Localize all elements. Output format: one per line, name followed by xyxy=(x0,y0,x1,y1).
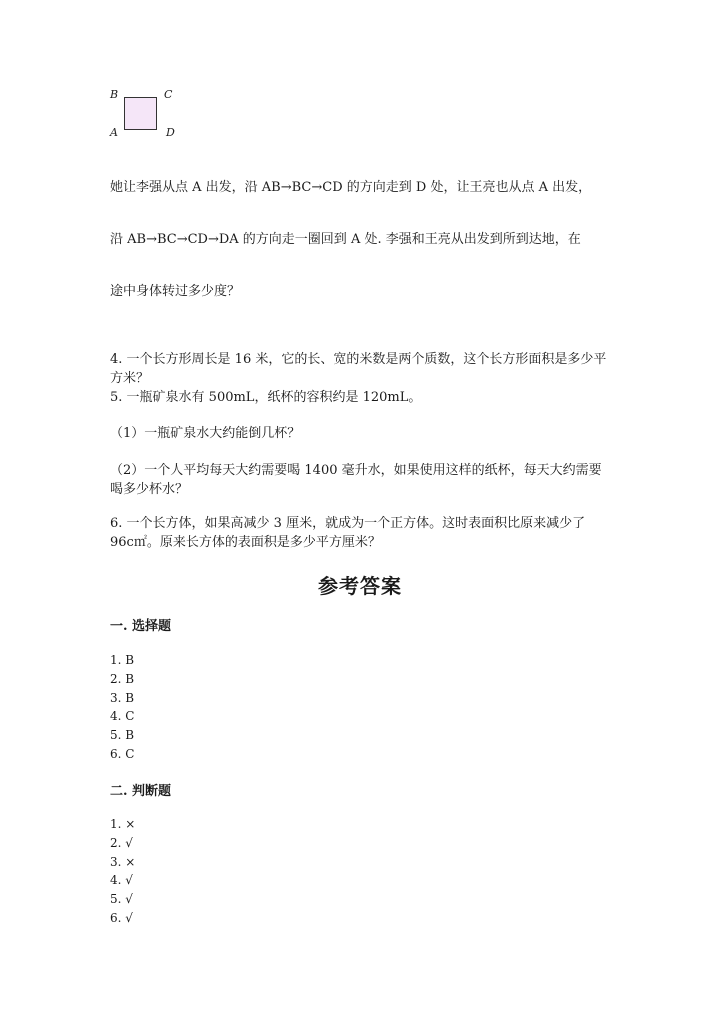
problem5-text: 5. 一瓶矿泉水有 500mL，纸杯的容积约是 120mL。 xyxy=(110,390,422,405)
list-item: 2. √ xyxy=(110,835,133,850)
problem4-text: 4. 一个长方形周长是 16 米，它的长、宽的米数是两个质数，这个长方形面积是多少平方米？ xyxy=(110,352,607,386)
list-item: 3. B xyxy=(110,690,135,705)
problem3-line3: 途中身体转过多少度？ xyxy=(110,284,241,299)
problem5-sub2: （2）一个人平均每天大约需要喝 1400 毫升水，如果使用这样的纸杯，每天大约需要喝多少杯水？ xyxy=(110,463,602,497)
vertex-label-c: C xyxy=(164,88,173,101)
section2-answer-list xyxy=(110,815,135,928)
square-shape xyxy=(124,97,157,130)
list-item: 1. B xyxy=(110,653,135,667)
list-item: 5. √ xyxy=(110,892,133,907)
square-figure xyxy=(108,86,180,142)
problem6-text: 6. 一个长方体，如果高减少 3 厘米，就成为一个正方体。这时表面积比原来减少了 96c㎡。原来长方体的表面积是多少平方厘米？ xyxy=(110,516,586,550)
list-item: 5. B xyxy=(110,728,135,743)
answer-key-title: 参考答案 xyxy=(318,574,402,598)
list-item: 2. B xyxy=(110,671,135,686)
list-item: 1. × xyxy=(110,817,136,831)
section1-answer-list xyxy=(110,651,134,764)
list-item: 4. √ xyxy=(110,873,133,888)
list-item: 3. × xyxy=(110,854,136,869)
list-item: 4. C xyxy=(110,709,135,724)
vertex-label-b: B xyxy=(110,88,119,101)
section1-heading: 一. 选择题 xyxy=(110,619,172,634)
vertex-label-d: D xyxy=(166,126,175,139)
problem3-line1: 她让李强从点 A 出发，沿 AB→BC→CD 的方向走到 D 处，让王亮也从点 A 出发， xyxy=(110,180,592,195)
problem5-sub1: （1）一瓶矿泉水大约能倒几杯？ xyxy=(110,426,301,441)
list-item: 6. C xyxy=(110,746,135,761)
vertex-label-a: A xyxy=(110,126,118,139)
section2-heading: 二. 判断题 xyxy=(110,784,172,799)
list-item: 6. √ xyxy=(110,910,133,925)
problem3-line2: 沿 AB→BC→CD→DA 的方向走一圈回到 A 处. 李强和王亮从出发到所到达地，在 xyxy=(110,232,581,247)
